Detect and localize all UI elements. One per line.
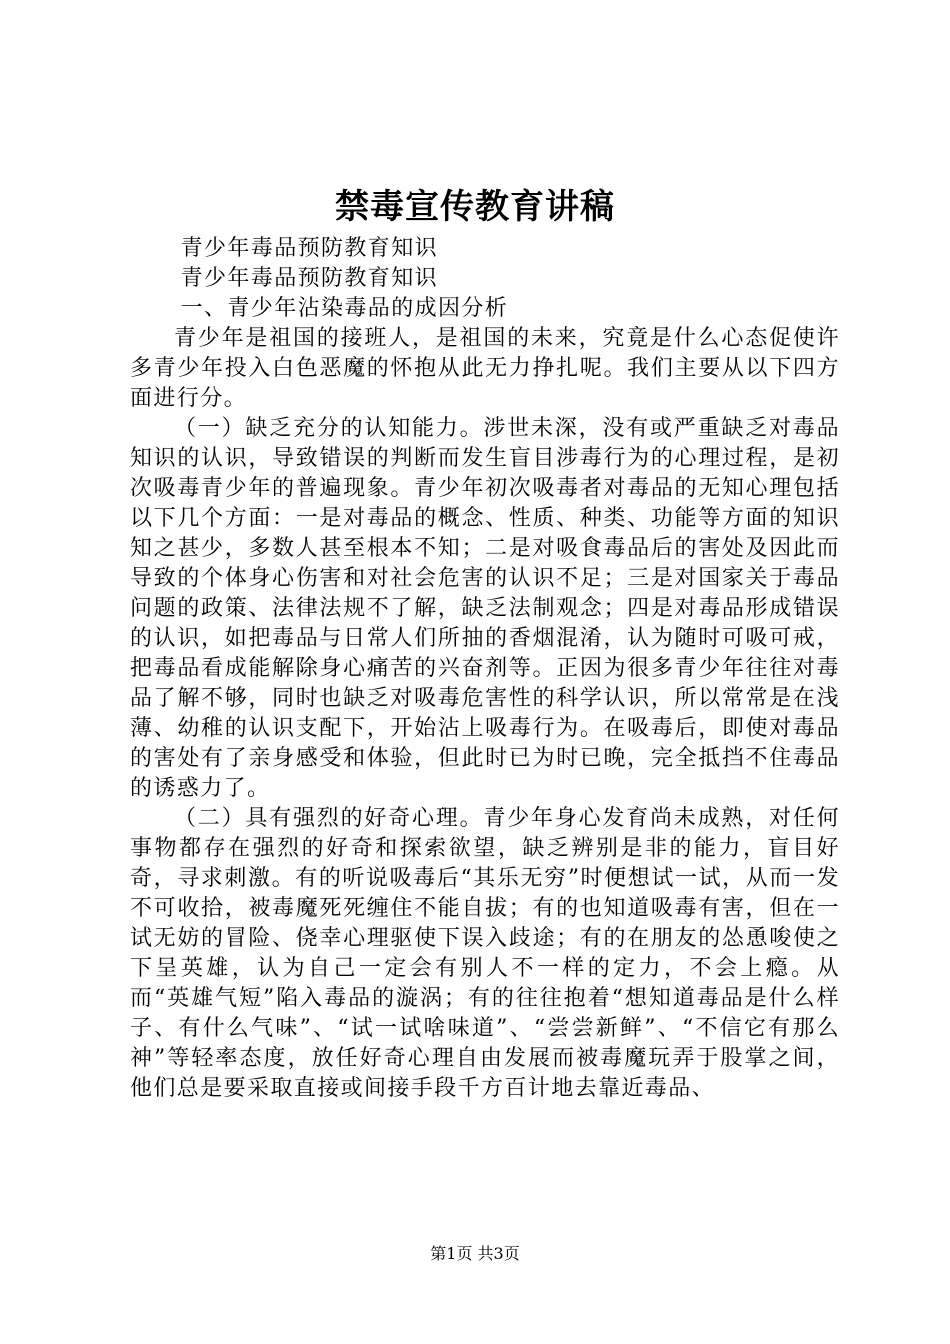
- paragraph-heading: 青少年毒品预防教育知识: [180, 236, 438, 261]
- paragraph: 青少年是祖国的接班人，是祖国的未来，究竟是什么心态促使许多青少年投入白色恶魔的怀抱从此无力挣扎呢。我们主要从以下四方面进行分。: [130, 326, 840, 411]
- paragraph: （一）缺乏充分的认知能力。涉世未深，没有或严重缺乏对毒品知识的认识，导致错误的判断而发生盲目涉毒行为的心理过程，是初次吸毒青少年的普遍现象。青少年初次吸毒者对毒品的无知心理包括以下几个方面：一是对毒品的概念、性质、种类、功能等方面的知识知之甚少，多数人甚至根本不知；二是对吸食毒品后的害处及因此而导致的个体身心伤害和对社会危害的认识不足；三是对国家关于毒品问题的政策、法律法规不了解，缺乏法制观念；四是对毒品形成错误的认识，如把毒品与日常人们所抽的香烟混淆，认为随时可吸可戒，把毒品看成能解除身心痛苦的兴奋剂等。正因为很多青少年往往对毒品了解不够，同时也缺乏对吸毒危害性的科学认识，所以常常是在浅薄、幼稚的认识支配下，开始沾上吸毒行为。在吸毒后，即使对毒品的害处有了亲身感受和体验，但此时已为时已晚，完全抵挡不住毒品的诱惑力了。: [130, 416, 840, 801]
- document-body: [130, 234, 840, 1104]
- paragraph-heading: 青少年毒品预防教育知识: [180, 266, 438, 291]
- document-title: 禁毒宣传教育讲稿: [335, 187, 615, 227]
- paragraph: （二）具有强烈的好奇心理。青少年身心发育尚未成熟，对任何事物都存在强烈的好奇和探索欲望，缺乏辨别是非的能力，盲目好奇，寻求刺激。有的听说吸毒后“其乐无穷”时便想试一试，从而一发不可收拾，被毒魔死死缠住不能自拔；有的也知道吸毒有害，但在一试无妨的冒险、侥幸心理驱使下误入歧途；有的在朋友的怂恿唆使之下呈英雄，认为自己一定会有别人不一样的定力，不会上瘾。从而“英雄气短”陷入毒品的漩涡；有的往往抱着“想知道毒品是什么样子、有什么气味”、“试一试啥味道”、“尝尝新鲜”、“不信它有那么神”等轻率态度，放任好奇心理自由发展而被毒魔玩弄于股掌之间，他们总是要采取直接或间接手段千方百计地去靠近毒品、: [130, 806, 840, 1101]
- section-heading: 一、青少年沾染毒品的成因分析: [180, 296, 509, 321]
- page-footer: 第1页 共3页: [430, 1244, 520, 1263]
